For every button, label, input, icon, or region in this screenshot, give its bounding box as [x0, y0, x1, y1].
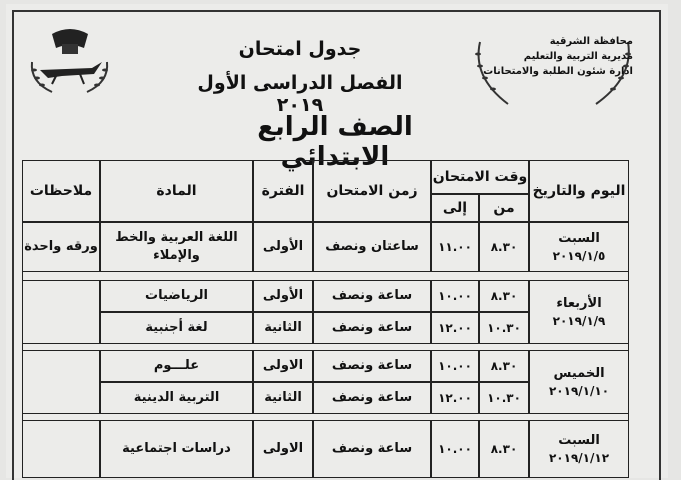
header-duration: زمن الامتحان — [313, 160, 431, 222]
notes-cell: ورقه واحدة — [22, 222, 100, 272]
header-subject: المادة — [100, 160, 253, 222]
duration-cell: ساعة ونصف — [313, 420, 431, 478]
subject-cell: الرياضيات — [100, 280, 253, 312]
time-from: ٨.٣٠ — [479, 350, 529, 382]
subject-cell — [100, 222, 253, 272]
day-date: ٢٠١٩/١/٥ — [552, 248, 606, 263]
duration-cell: ساعة ونصف — [313, 382, 431, 414]
notes-cell — [22, 350, 100, 414]
time-from: ١٠.٣٠ — [479, 312, 529, 344]
time-to: ١٢.٠٠ — [431, 312, 479, 344]
time-from: ١٠.٣٠ — [479, 382, 529, 414]
notes-cell — [22, 420, 100, 478]
period-cell: الاولى — [253, 420, 313, 478]
day-name: الأربعاء — [556, 296, 602, 312]
duration-cell: ساعة ونصف — [313, 312, 431, 344]
duration-cell: ساعتان ونصف — [313, 222, 431, 272]
authority-line-3: ادارة شئون الطلبة والامتحانات — [483, 66, 633, 77]
row-separator — [22, 272, 629, 280]
period-cell: الثانية — [253, 312, 313, 344]
time-to: ١٠.٠٠ — [431, 420, 479, 478]
subject-cell: لغة أجنبية — [100, 312, 253, 344]
time-from: ٨.٣٠ — [479, 222, 529, 272]
notes-cell — [22, 280, 100, 344]
subject-cell: دراسات اجتماعية — [100, 420, 253, 478]
header-notes: ملاحظات — [22, 160, 100, 222]
time-to: ١٠.٠٠ — [431, 350, 479, 382]
day-date: ٢٠١٩/١/١٢ — [548, 450, 610, 465]
time-from: ٨.٣٠ — [479, 420, 529, 478]
day-date: ٢٠١٩/١/٩ — [552, 313, 606, 328]
day-name: السبت — [558, 231, 600, 247]
day-name: الخميس — [553, 366, 605, 382]
header-exam-time: وقت الامتحان — [431, 160, 529, 194]
exam-schedule-table — [22, 160, 629, 478]
time-to: ١٠.٠٠ — [431, 280, 479, 312]
day-cell — [529, 280, 629, 344]
day-name: السبت — [558, 433, 600, 449]
time-from: ٨.٣٠ — [479, 280, 529, 312]
header-to: إلى — [431, 194, 479, 222]
term-title: الفصل الدراسى الأول ٢٠١٩ — [197, 72, 403, 116]
period-cell: الثانية — [253, 382, 313, 414]
subject-line-2: والإملاء — [153, 248, 200, 263]
header-day-date: اليوم والتاريخ — [529, 160, 629, 222]
day-cell — [529, 222, 629, 272]
period-cell: الاولى — [253, 350, 313, 382]
duration-cell: ساعة ونصف — [313, 280, 431, 312]
time-to: ١١.٠٠ — [431, 222, 479, 272]
duration-cell: ساعة ونصف — [313, 350, 431, 382]
authority-line-1: محافظة الشرقية — [549, 36, 633, 47]
subject-line-1: اللغة العربية والخط — [115, 230, 238, 246]
header-period: الفترة — [253, 160, 313, 222]
day-date: ٢٠١٩/١/١٠ — [548, 383, 610, 398]
subject-cell: علـــوم — [100, 350, 253, 382]
schedule-title: جدول امتحان — [238, 38, 362, 60]
day-cell — [529, 350, 629, 414]
grade-title: الصف الرابع الابتدائي — [257, 112, 413, 172]
time-to: ١٢.٠٠ — [431, 382, 479, 414]
emblem-logo — [22, 22, 117, 97]
period-cell: الأولى — [253, 280, 313, 312]
header-from: من — [479, 194, 529, 222]
subject-cell: التربية الدينية — [100, 382, 253, 414]
day-cell — [529, 420, 629, 478]
authority-line-2: مديرية التربية والتعليم — [523, 51, 633, 62]
period-cell: الأولى — [253, 222, 313, 272]
